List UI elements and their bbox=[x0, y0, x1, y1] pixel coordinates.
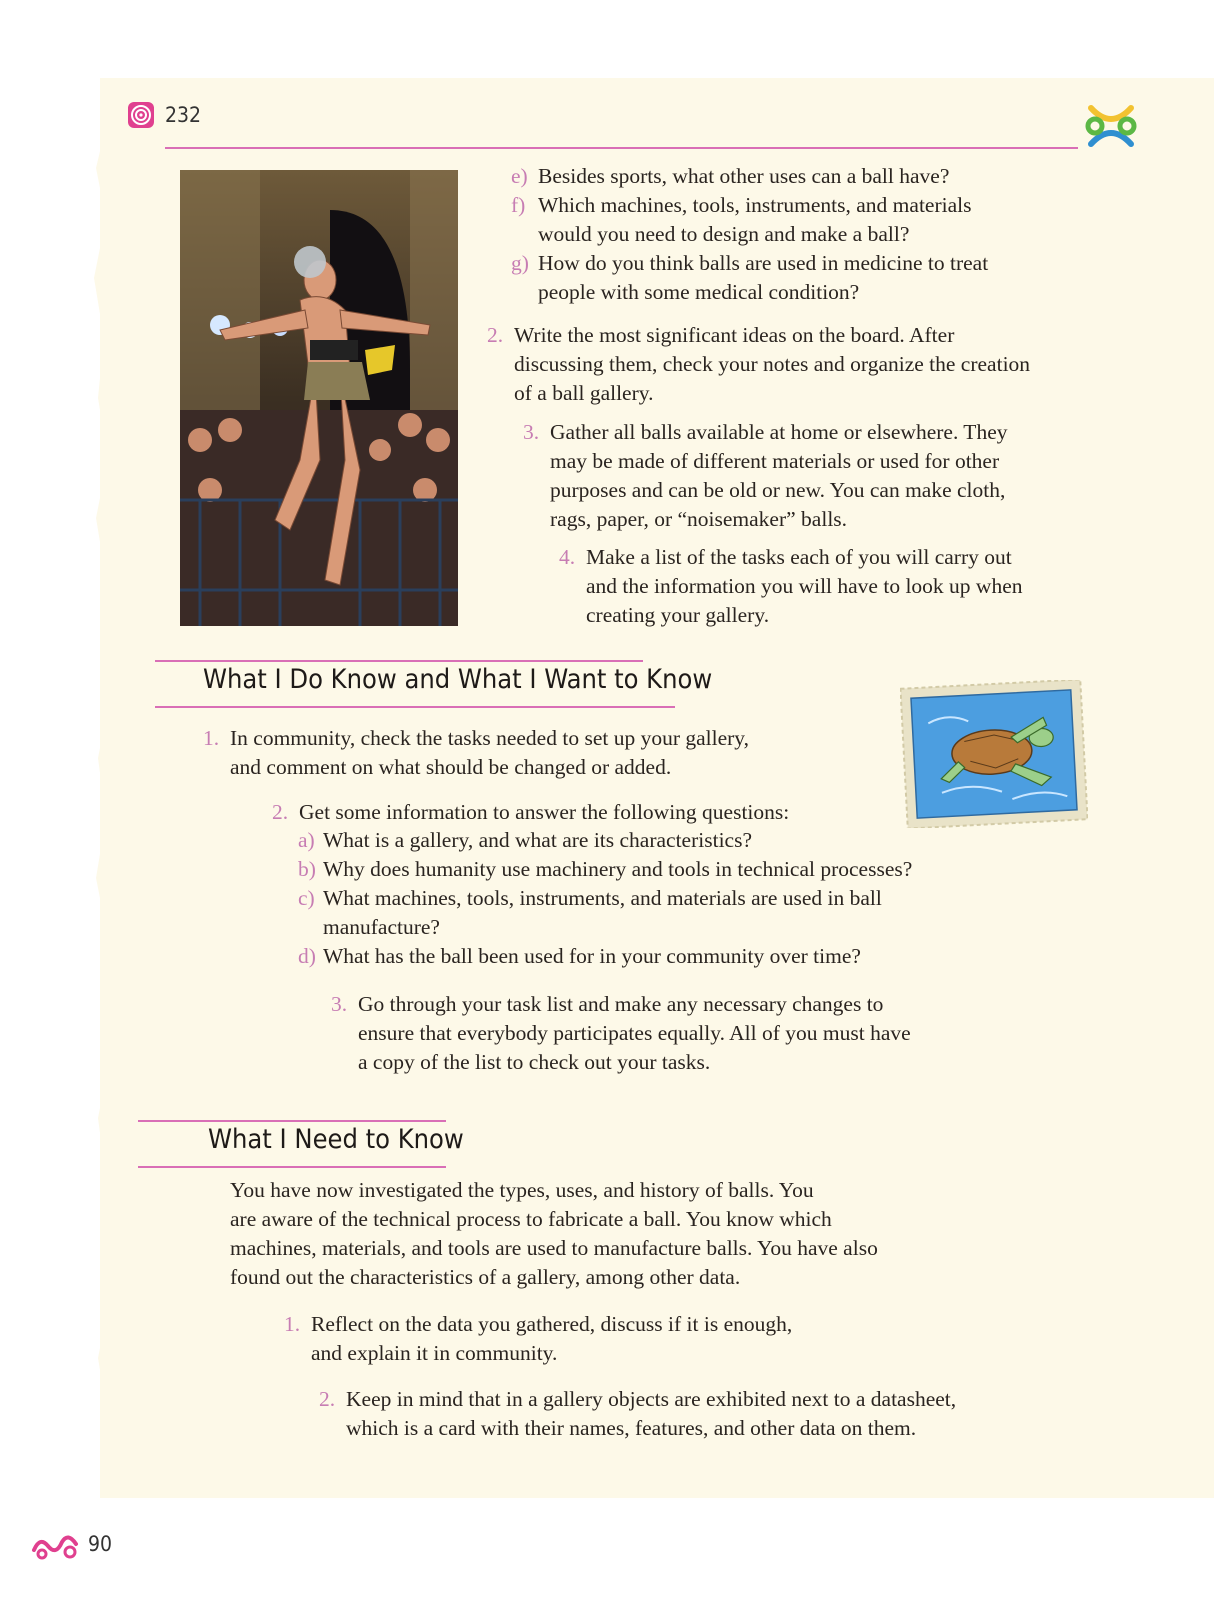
ball-player-photo bbox=[180, 170, 458, 626]
section-title-know: What I Do Know and What I Want to Know bbox=[203, 664, 713, 695]
know-step-1: 1. In community, check the tasks needed to set up your gallery, and comment on what should be changed or added. bbox=[203, 726, 750, 779]
need-step-1: 1. Reflect on the data you gathered, discuss if it is enough, and explain it in community. bbox=[284, 1312, 793, 1365]
torn-paper-edge bbox=[86, 78, 126, 1498]
question-a: a) What is a gallery, and what are its characteristics? bbox=[298, 828, 753, 852]
know-step-2: 2. Get some information to answer the following questions: bbox=[272, 800, 790, 824]
page-number-header: 232 bbox=[165, 103, 202, 127]
step-4-top: 4. Make a list of the tasks each of you will carry out and the information you will have to look up when creating your gallery. bbox=[559, 545, 1023, 627]
question-g: g) How do you think balls are used in medicine to treat people with some medical condition? bbox=[511, 251, 989, 304]
page-number-footer: 90 bbox=[88, 1532, 113, 1556]
interlocking-figures-icon bbox=[1085, 100, 1137, 152]
spiral-glyph-icon bbox=[126, 100, 156, 130]
question-c: c) What machines, tools, instruments, and materials are used in ball manufacture? bbox=[298, 886, 882, 939]
step-2-top: 2. Write the most significant ideas on the board. After discussing them, check your notes and organize the creation of a ball gallery. bbox=[487, 323, 1031, 405]
need-step-2: 2. Keep in mind that in a gallery objects are exhibited next to a datasheet, which is a card with their names, features, and other data on them. bbox=[319, 1387, 957, 1440]
question-e: e) Besides sports, what other uses can a ball have? bbox=[511, 164, 950, 188]
question-f: f) Which machines, tools, instruments, and materials would you need to design and make a ball? bbox=[511, 193, 972, 246]
decorative-glyph-icon bbox=[30, 1532, 82, 1560]
step-3-top: 3. Gather all balls available at home or elsewhere. They may be made of different materials or used for other purposes and can be old or new. You can make cloth, rags, paper, or “noisemaker” balls. bbox=[523, 420, 1008, 531]
section-title-need: What I Need to Know bbox=[208, 1124, 464, 1155]
know-step-3: 3. Go through your task list and make any necessary changes to ensure that everybody participates equally. All of you must have a copy of the list to check out your tasks. bbox=[331, 992, 911, 1074]
question-b: b) Why does humanity use machinery and tools in technical processes? bbox=[298, 857, 913, 881]
need-paragraph: You have now investigated the types, uses, and history of balls. You are aware of the technical process to fabricate a ball. You know which machines, materials, and tools are used to manufacture balls. You have also found out the characteristics of a gallery, among other data. bbox=[230, 1178, 878, 1289]
question-d: d) What has the ball been used for in your community over time? bbox=[298, 944, 861, 968]
header-rule bbox=[165, 147, 1078, 149]
